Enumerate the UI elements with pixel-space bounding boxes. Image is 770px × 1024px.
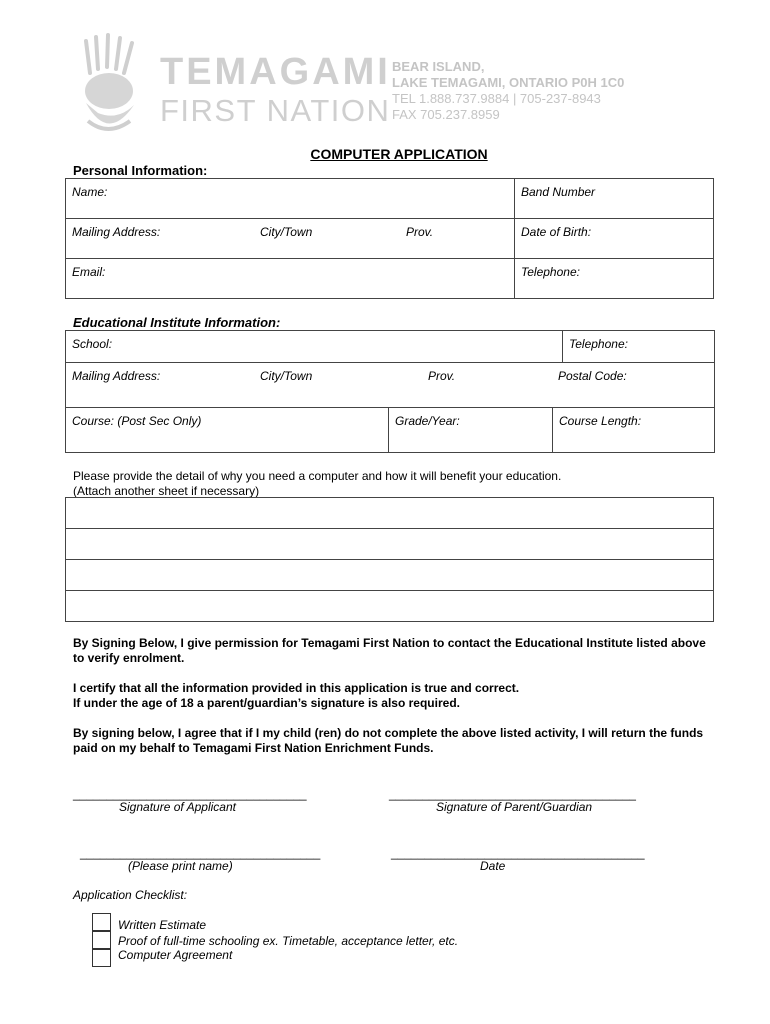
date-line[interactable]: ______________________________________ (391, 846, 645, 860)
checklist-item-label: Written Estimate (118, 918, 207, 932)
detail-line[interactable] (65, 560, 714, 591)
org-name-sub: FIRST NATION (160, 93, 391, 128)
checklist-title: Application Checklist: (73, 888, 188, 902)
course-length-field[interactable] (553, 408, 715, 453)
refund-statement: By signing below, I agree that if I my child (ren) do not complete the above listed activity, I will return the funds paid on my behalf to Temagami First Nation Enrichment Funds. (73, 726, 704, 755)
mailing-address-label: Mailing Address: (72, 225, 161, 239)
grade-field[interactable] (389, 408, 553, 453)
dob-field[interactable] (515, 219, 714, 259)
dob-label: Date of Birth: (521, 225, 592, 239)
school-label: School: (72, 337, 113, 351)
feather-logo-icon (78, 33, 140, 137)
phone-line: TEL 1.888.737.9884 | 705-237-8943 (392, 91, 601, 106)
prov-label: Prov. (406, 225, 434, 239)
email-label: Email: (72, 265, 106, 279)
document-title: COMPUTER APPLICATION (310, 146, 488, 162)
school-mailing-address-label: Mailing Address: (72, 369, 161, 383)
school-telephone-label: Telephone: (569, 337, 628, 351)
detail-answer-box (65, 497, 714, 622)
education-info-table (65, 330, 715, 453)
personal-info-heading: Personal Information: (73, 163, 208, 178)
address-line-2: LAKE TEMAGAMI, ONTARIO P0H 1C0 (392, 75, 625, 90)
course-length-label: Course Length: (559, 414, 642, 428)
school-mailing-address-field[interactable] (66, 363, 715, 408)
postal-code-label: Postal Code: (558, 369, 627, 383)
band-number-label: Band Number (521, 185, 596, 199)
detail-line[interactable] (65, 529, 714, 560)
checkbox-proof-of-schooling[interactable] (92, 931, 111, 949)
school-prov-label: Prov. (428, 369, 456, 383)
school-city-label: City/Town (260, 369, 313, 383)
print-name-line[interactable]: ____________________________________ (80, 846, 321, 860)
telephone-field[interactable] (515, 259, 714, 299)
applicant-signature-caption: Signature of Applicant (119, 800, 236, 814)
checkbox-computer-agreement[interactable] (92, 949, 111, 967)
checklist-item-label: Proof of full-time schooling ex. Timetable, acceptance letter, etc. (118, 934, 459, 948)
school-field[interactable] (66, 331, 563, 363)
course-field[interactable] (66, 408, 389, 453)
parent-signature-line[interactable]: _____________________________________ (389, 787, 636, 801)
certify-statement: I certify that all the information provided in this application is true and correct. (73, 681, 520, 695)
detail-line[interactable] (65, 591, 714, 622)
grade-label: Grade/Year: (395, 414, 460, 428)
name-label: Name: (72, 185, 108, 199)
print-name-caption: (Please print name) (128, 859, 233, 873)
parent-signature-caption: Signature of Parent/Guardian (436, 800, 593, 814)
course-label: Course: (Post Sec Only) (72, 414, 202, 428)
mailing-address-field[interactable] (66, 219, 515, 259)
checkbox-written-estimate[interactable] (92, 913, 111, 931)
date-caption: Date (480, 859, 506, 873)
email-field[interactable] (66, 259, 515, 299)
checklist-item-label: Computer Agreement (118, 948, 233, 962)
telephone-label: Telephone: (521, 265, 580, 279)
education-info-heading: Educational Institute Information: (73, 315, 281, 330)
detail-instruction: Please provide the detail of why you need a computer and how it will benefit your education. (73, 469, 562, 483)
school-telephone-field[interactable] (563, 331, 715, 363)
personal-info-table (65, 178, 714, 299)
applicant-signature-line[interactable]: ___________________________________ (73, 787, 307, 801)
guardian-statement: If under the age of 18 a parent/guardian’s signature is also required. (73, 696, 460, 710)
detail-attach-note: (Attach another sheet if necessary) (73, 484, 260, 498)
detail-line[interactable] (65, 497, 714, 529)
city-label: City/Town (260, 225, 313, 239)
band-number-field[interactable] (515, 179, 714, 219)
address-line-1: BEAR ISLAND, (392, 59, 485, 74)
name-field[interactable] (66, 179, 515, 219)
fax-line: FAX 705.237.8959 (392, 107, 500, 122)
org-name: TEMAGAMI (160, 51, 391, 93)
permission-statement: By Signing Below, I give permission for Temagami First Nation to contact the Educational Institute listed above to verify enrolment. (73, 636, 706, 665)
